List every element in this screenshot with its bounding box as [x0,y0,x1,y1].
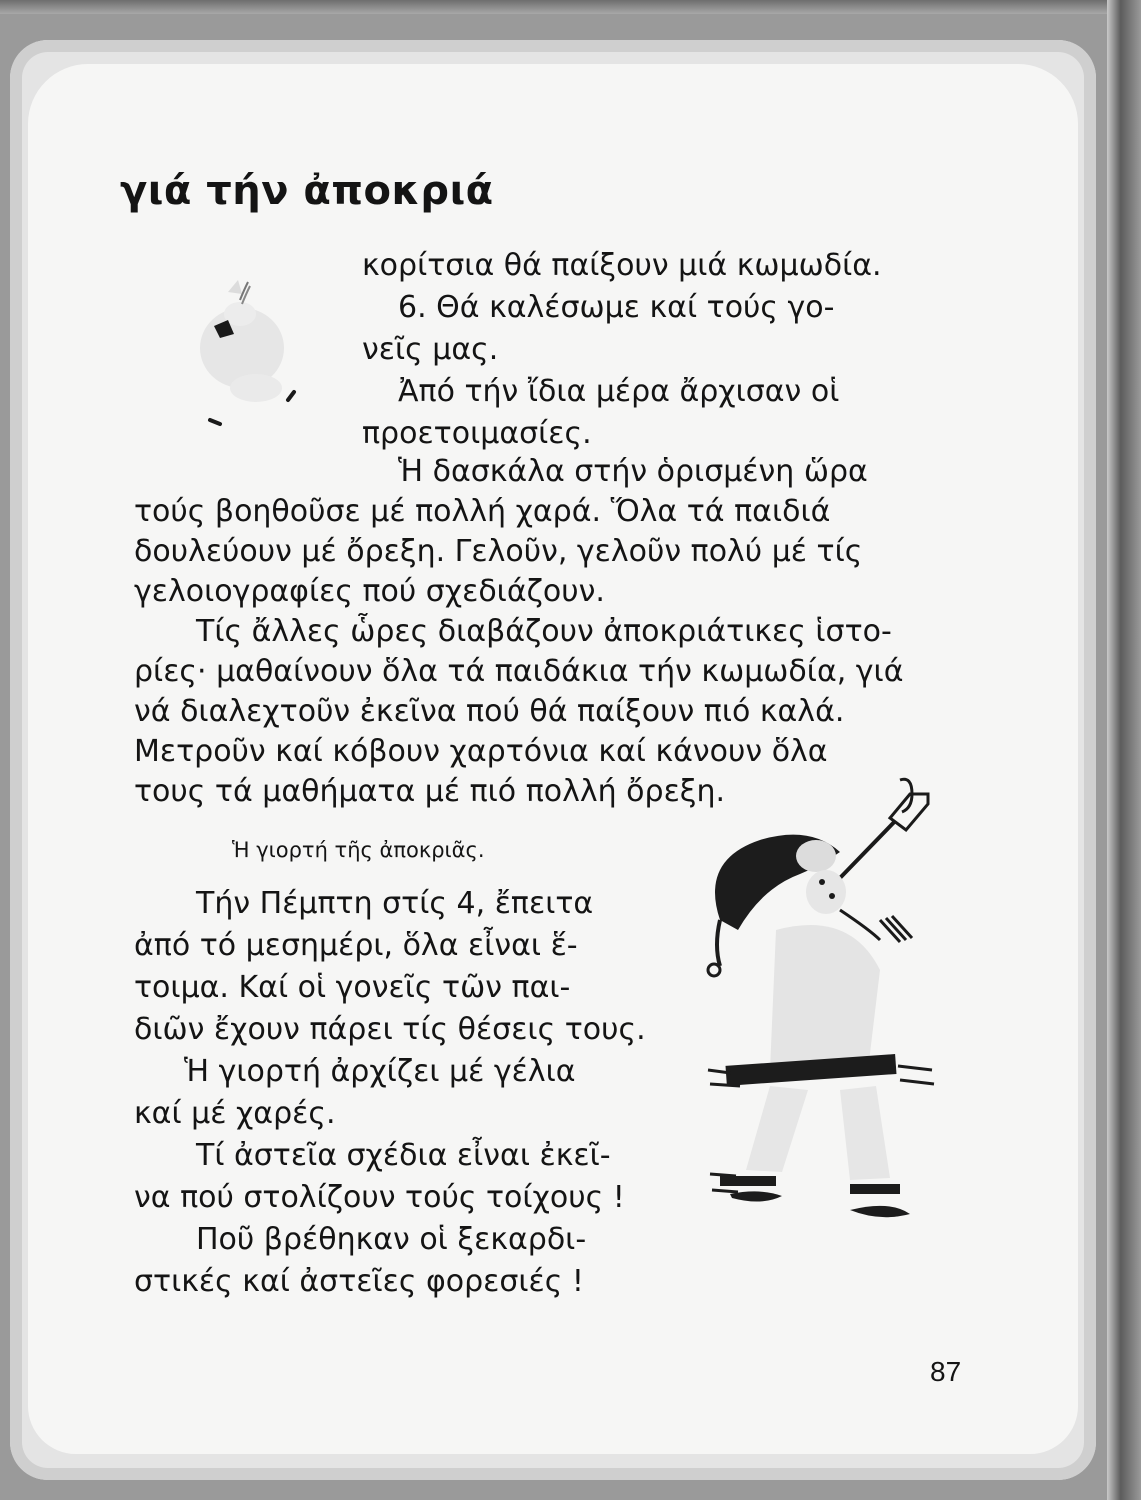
chapter-heading: γιά τήν ἀποκριά [120,168,494,214]
text-line: Ποῦ βρέθηκαν οἱ ξεκαρδι- [196,1222,587,1257]
clown-illustration [180,270,330,450]
text-line: προετοιμασίες. [362,416,592,451]
text-line: διῶν ἔχουν πάρει τίς θέσεις τους. [134,1012,646,1047]
text-line: κορίτσια θά παίξουν μιά κωμωδία. [362,248,882,283]
text-line: καί μέ χαρές. [134,1096,336,1131]
text-line: Τί ἀστεῖα σχέδια εἶναι ἐκεῖ- [196,1138,611,1173]
text-line: τους τά μαθήματα μέ πιό πολλή ὄρεξη. [134,774,726,809]
text-line: Μετροῦν καί κόβουν χαρτόνια καί κάνουν ὅλα [134,734,828,769]
section-caption: Ἡ γιορτή τῆς ἀποκριᾶς. [232,838,485,862]
text-line: 6. Θά καλέσωμε καί τούς γο- [398,290,835,325]
text-line: να πού στολίζουν τούς τοίχους ! [134,1180,625,1215]
text-line: Τήν Πέμπτη στίς 4, ἔπειτα [196,886,594,921]
scan-edge-top [0,0,1141,14]
text-line: ἀπό τό μεσημέρι, ὅλα εἶναι ἕ- [134,928,578,963]
text-line: στικές καί ἀστεῖες φορεσιές ! [134,1264,584,1299]
jester-boy-illustration [690,770,950,1240]
text-line: γελοιογραφίες πού σχεδιάζουν. [134,574,605,609]
text-line: νεῖς μας. [362,332,499,367]
page-number: 87 [930,1356,962,1387]
text-line: ρίες· μαθαίνουν ὅλα τά παιδάκια τήν κωμωδία, γιά [134,654,904,689]
text-line: Τίς ἄλλες ὧρες διαβάζουν ἀποκριάτικες ἱστο- [196,614,892,649]
book-spine-edge [1107,0,1141,1500]
text-line: Ἀπό τήν ἴδια μέρα ἄρχισαν οἱ [398,374,840,409]
text-line: Ἡ δασκάλα στήν ὁρισμένη ὥρα [398,454,868,489]
text-line: τοιμα. Καί οἱ γονεῖς τῶν παι- [134,970,571,1005]
text-line: τούς βοηθοῦσε μέ πολλή χαρά. Ὅλα τά παιδιά [134,494,831,529]
text-line: δουλεύουν μέ ὄρεξη. Γελοῦν, γελοῦν πολύ μέ τίς [134,534,863,569]
text-line: Ἡ γιορτή ἀρχίζει μέ γέλια [184,1054,576,1089]
text-line: νά διαλεχτοῦν ἐκεῖνα πού θά παίξουν πιό καλά. [134,694,845,729]
